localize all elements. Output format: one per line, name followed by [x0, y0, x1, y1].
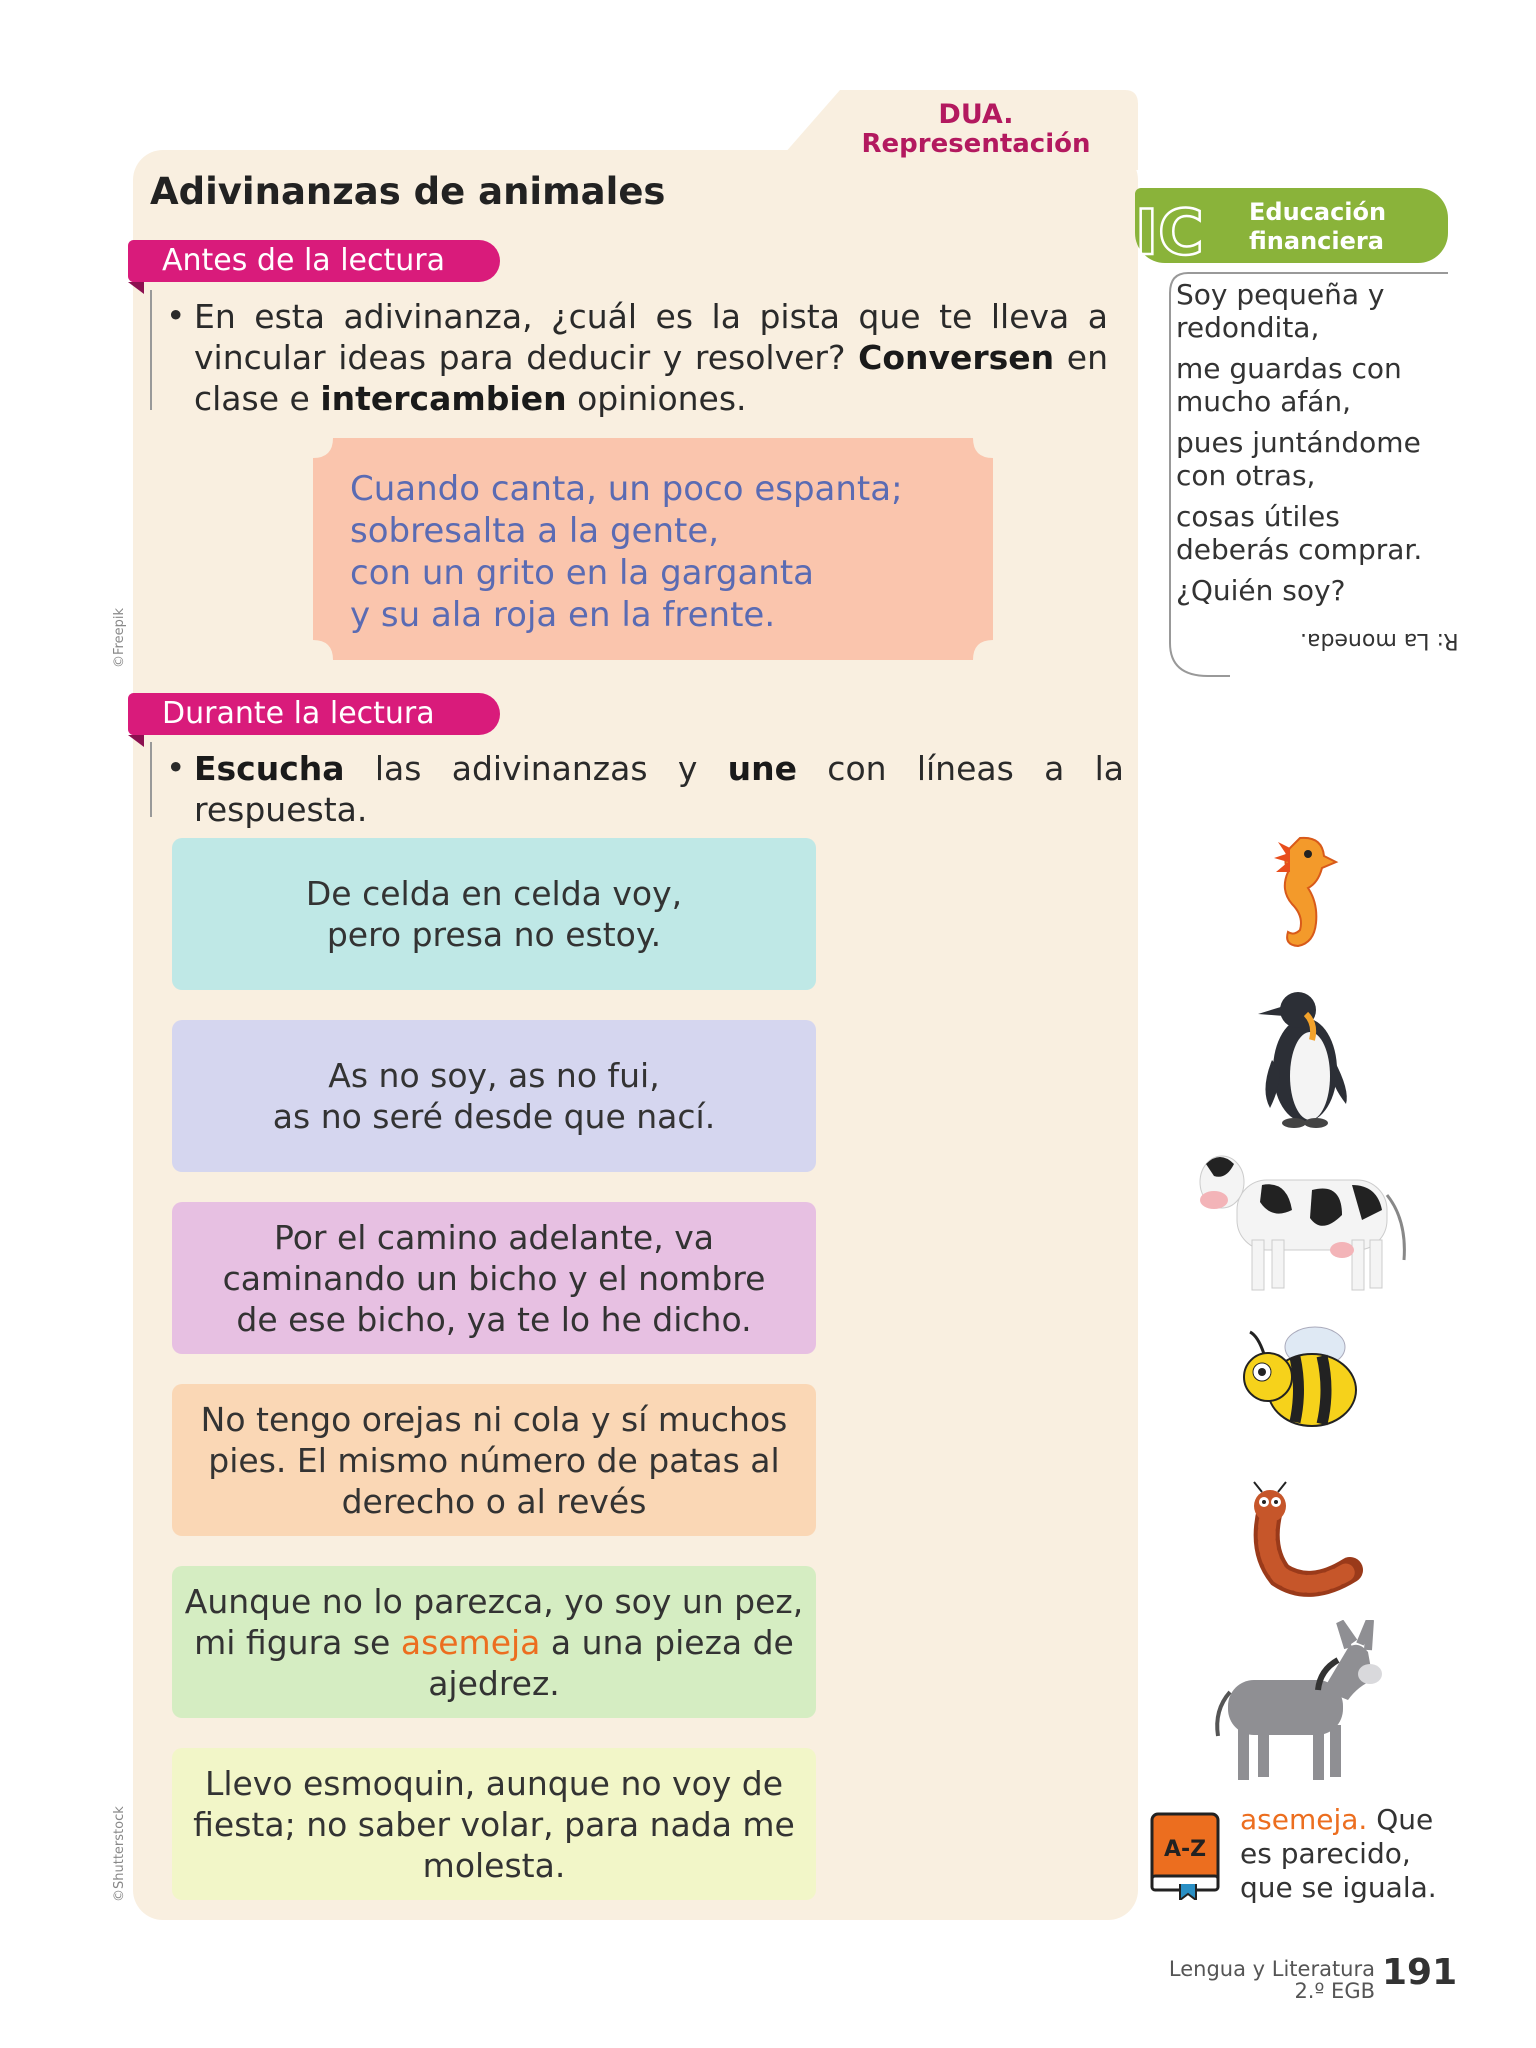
riddle-line: ajedrez.: [428, 1663, 560, 1703]
riddle-card[interactable]: [172, 1202, 816, 1354]
riddle-line: as no seré desde que nací.: [272, 1097, 716, 1136]
svg-text:A-Z: A-Z: [1163, 1837, 1207, 1862]
riddle-line: fiesta; no saber volar, para nada me: [193, 1804, 795, 1844]
riddle-line: molesta.: [422, 1845, 566, 1885]
poem-line: pues juntándome con otras,: [1176, 426, 1421, 492]
riddle-line: As no soy, as no fui,: [328, 1056, 660, 1095]
riddle-line: [185, 1622, 803, 1663]
svg-text:IC: IC: [1135, 200, 1204, 260]
millipede-icon[interactable]: [1240, 1480, 1370, 1605]
riddle-text: mi figura se: [194, 1622, 401, 1662]
riddle-line: con un grito en la garganta: [350, 553, 814, 593]
dua-subtitle: Representación: [861, 128, 1091, 159]
riddle-line: No tengo orejas ni cola y sí muchos: [200, 1399, 788, 1439]
poem-line: ¿Quién soy?: [1176, 574, 1346, 607]
credit-shutterstock: ©Shutterstock: [112, 1806, 127, 1902]
penguin-icon[interactable]: [1250, 980, 1360, 1130]
during-instructions: [194, 748, 1124, 830]
instruction-text: en clase e: [194, 338, 1108, 418]
instruction-text: En esta adivinanza, ¿cuál es la pista que te lleva a vincular ideas para deducir y resolver?: [194, 297, 1108, 377]
dua-label: [860, 100, 1092, 158]
featured-riddle: [350, 468, 903, 636]
riddle-line: De celda en celda voy,: [305, 874, 683, 913]
footer-book: [1130, 1958, 1375, 2002]
instruction-text: opiniones.: [566, 379, 747, 418]
riddle-line: y su ala roja en la frente.: [350, 595, 776, 635]
dua-title: DUA.: [938, 99, 1014, 130]
riddle-text: a una pieza de: [540, 1622, 794, 1662]
instruction-bold: Conversen: [858, 338, 1055, 377]
section-tag-before: Antes de la lectura: [128, 240, 500, 282]
riddle-line: Por el camino adelante, va: [274, 1217, 714, 1257]
instruction-text: con líneas a la respuesta.: [194, 749, 1124, 829]
glossary-definition: Que es parecido, que se iguala.: [1240, 1803, 1437, 1904]
book-title: Lengua y Literatura: [1168, 1957, 1375, 1981]
instruction-text: las adivinanzas y: [344, 749, 728, 788]
bee-icon[interactable]: [1240, 1322, 1365, 1437]
tag-fold: [128, 282, 144, 294]
glossary-highlight: asemeja: [400, 1622, 541, 1662]
bullet: •: [166, 748, 186, 787]
riddle-line: Cuando canta, un poco espanta;: [350, 469, 903, 509]
riddle-line: pero presa no estoy.: [326, 915, 662, 954]
book-grade: 2.º EGB: [1294, 1979, 1375, 2003]
bullet: •: [166, 296, 186, 335]
section-tag-during: Durante la lectura: [128, 693, 500, 735]
riddle-line: Aunque no lo parezca, yo soy un pez,: [184, 1581, 804, 1621]
riddle-line: caminando un bicho y el nombre: [222, 1258, 766, 1298]
cow-icon[interactable]: [1192, 1140, 1417, 1300]
instruction-bold: une: [727, 749, 798, 788]
instruction-bold: Escucha: [194, 749, 345, 788]
glossary-book-icon: [1148, 1812, 1223, 1900]
riddle-card[interactable]: [172, 1384, 816, 1536]
seahorse-icon[interactable]: [1260, 828, 1340, 953]
tag-fold: [128, 735, 144, 747]
page-number: 191: [1382, 1952, 1458, 1993]
page-title: Adivinanzas de animales: [150, 170, 666, 213]
edu-poem: [1176, 278, 1446, 615]
ic-logo-icon: [1135, 200, 1247, 260]
riddle-card[interactable]: [172, 1020, 816, 1172]
riddle-card[interactable]: [172, 1566, 816, 1718]
heading-line: financiera: [1249, 227, 1384, 255]
section-line: [150, 742, 152, 817]
poem-line: Soy pequeña y redondita,: [1176, 278, 1385, 344]
donkey-icon[interactable]: [1208, 1620, 1388, 1785]
riddle-line: de ese bicho, ya te lo he dicho.: [236, 1299, 752, 1339]
riddle-line: Llevo esmoquin, aunque no voy de: [204, 1763, 784, 1803]
riddle-line: derecho o al revés: [341, 1481, 647, 1521]
glossary-entry: [1240, 1803, 1460, 1905]
heading-line: Educación: [1249, 198, 1387, 226]
before-instructions: [194, 296, 1108, 419]
riddle-line: sobresalta a la gente,: [350, 511, 720, 551]
poem-line: me guardas con mucho afán,: [1176, 352, 1402, 418]
glossary-term: asemeja.: [1240, 1803, 1368, 1836]
upside-down-answer: R: La moneda.: [1300, 628, 1459, 653]
credit-freepik: ©Freepik: [112, 608, 127, 668]
instruction-bold: intercambien: [320, 379, 567, 418]
riddle-card[interactable]: [172, 1748, 816, 1900]
riddle-line: pies. El mismo número de patas al: [208, 1440, 780, 1480]
riddle-card[interactable]: [172, 838, 816, 990]
edu-heading: [1249, 198, 1386, 256]
poem-line: cosas útiles deberás comprar.: [1176, 500, 1423, 566]
section-line: [150, 290, 152, 410]
